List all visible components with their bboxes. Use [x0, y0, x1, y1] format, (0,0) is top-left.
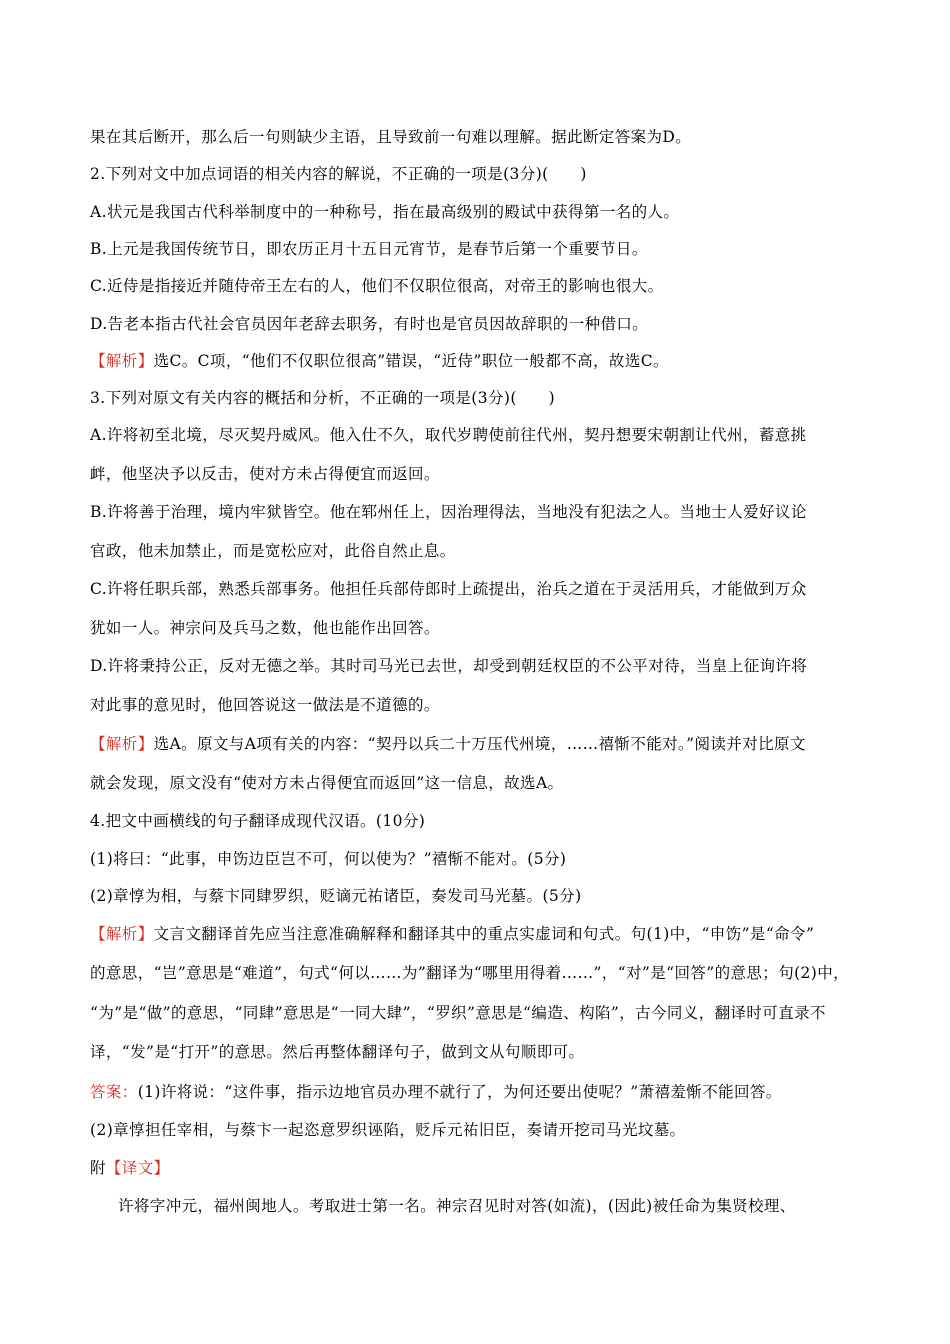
answer-line: 答案：(1)许将说：“这件事，指示边地官员办理不就行了，为何还要出使呢？”萧禧羞惭不能回答。 [90, 1083, 782, 1101]
sub-question-2: (2)章惇为相，与蔡卞同肆罗织，贬谪元祐诸臣，奏发司马光墓。(5分) [90, 887, 582, 905]
analysis-label: 【解析】 [90, 735, 154, 753]
analysis-continued: 的意思，“岂”意思是“难道”，句式“何以……为”翻译为“哪里用得着……”，“对”是“回答”的意思；句(2)中， [90, 964, 850, 982]
analysis-label: 【解析】 [90, 352, 154, 370]
translation-label: 【译文】 [105, 1159, 170, 1177]
translation-paragraph: 许将字冲元，福州闽地人。考取进士第一名。神宗召见时对答(如流)，(因此)被任命为集贤校理、 [118, 1197, 796, 1215]
analysis-line: 【解析】文言文翻译首先应当注意准确解释和翻译其中的重点实虚词和句式。句(1)中，“申饬”是“命令” [90, 925, 815, 943]
question-2: 2.下列对文中加点词语的相关内容的解说，不正确的一项是(3分)( ) [90, 165, 587, 183]
answer-label: 答案： [90, 1083, 138, 1101]
option-a: A.状元是我国古代科举制度中的一种称号，指在最高级别的殿试中获得第一名的人。 [90, 203, 680, 221]
option-a: A.许将初至北境，尽灭契丹威风。他入仕不久，取代岁聘使前往代州，契丹想要宋朝割让代州，蓄意挑 [90, 426, 807, 444]
option-b-continued: 官政，他未加禁止，而是宽松应对，此俗自然止息。 [90, 542, 456, 560]
option-c: C.近侍是指接近并随侍帝王左右的人，他们不仅职位很高，对帝王的影响也很大。 [90, 277, 664, 295]
option-c: C.许将任职兵部，熟悉兵部事务。他担任兵部侍郎时上疏提出，治兵之道在于灵活用兵，才能做到万众 [90, 580, 807, 598]
paragraph-line: 果在其后断开，那么后一句则缺少主语，且导致前一句难以理解。据此断定答案为D。 [90, 128, 692, 146]
question-4: 4.把文中画横线的句子翻译成现代汉语。(10分) [90, 812, 426, 830]
option-c-continued: 犹如一人。神宗问及兵马之数，他也能作出回答。 [90, 619, 440, 637]
option-d: D.告老本指古代社会官员因年老辞去职务，有时也是官员因故辞职的一种借口。 [90, 315, 649, 333]
translation-heading: 附【译文】 [90, 1159, 170, 1177]
analysis-continued: 译，“发”是“打开”的意思。然后再整体翻译句子，做到文从句顺即可。 [90, 1043, 585, 1061]
option-d-continued: 对此事的意见时，他回答说这一做法是不道德的。 [90, 696, 440, 714]
analysis-line: 【解析】选C。C项，“他们不仅职位很高”错误，“近侍”职位一般都不高，故选C。 [90, 352, 669, 370]
question-3: 3.下列对原文有关内容的概括和分析，不正确的一项是(3分)( ) [90, 389, 556, 407]
option-d: D.许将秉持公正，反对无德之举。其时司马光已去世，却受到朝廷权臣的不公平对待，当皇上征询许将 [90, 657, 808, 675]
analysis-continued: “为”是“做”的意思，“同肆”意思是“一同大肆”，“罗织”意思是“编造、构陷”，古今同义，翻译时可直录不 [90, 1004, 826, 1022]
analysis-label: 【解析】 [90, 925, 154, 943]
option-b: B.许将善于治理，境内牢狱皆空。他在郓州任上，因治理得法，当地没有犯法之人。当地士人爱好议论 [90, 503, 807, 521]
sub-question-1: (1)将曰：“此事，申饬边臣岂不可，何以使为？”禧惭不能对。(5分) [90, 850, 567, 868]
option-a-continued: 衅，他坚决予以反击，使对方未占得便宜而返回。 [90, 465, 440, 483]
analysis-continued: 就会发现，原文没有“使对方未占得便宜而返回”这一信息，故选A。 [90, 774, 564, 792]
analysis-line: 【解析】选A。原文与A项有关的内容：“契丹以兵二十万压代州境，……禧惭不能对。”阅读并对比原文 [90, 735, 806, 753]
answer-continued: (2)章惇担任宰相，与蔡卞一起恣意罗织诬陷，贬斥元祐旧臣，奏请开挖司马光坟墓。 [90, 1121, 686, 1139]
option-b: B.上元是我国传统节日，即农历正月十五日元宵节，是春节后第一个重要节日。 [90, 240, 648, 258]
